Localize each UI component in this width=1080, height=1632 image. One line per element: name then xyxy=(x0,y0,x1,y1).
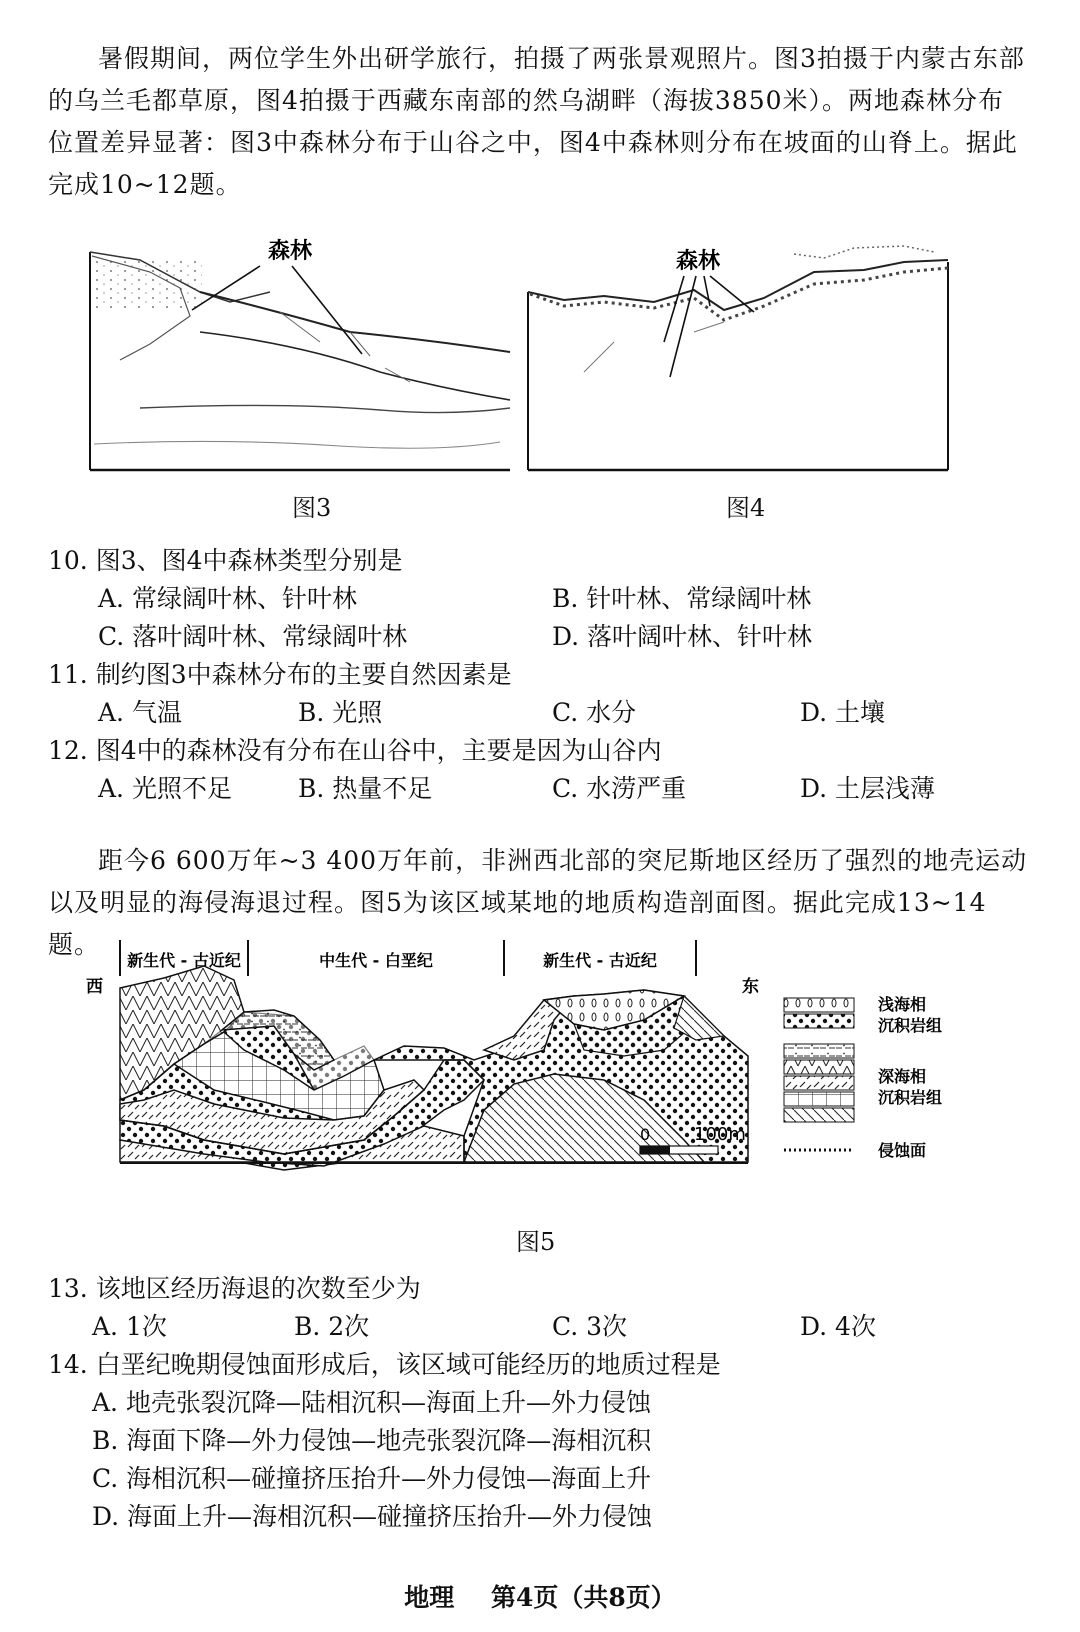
question-10: 10. 图3、图4中森林类型分别是 xyxy=(48,546,403,575)
fig4-slope-strokes xyxy=(584,322,724,372)
q11-option-a[interactable]: A. 气温 xyxy=(98,698,182,727)
question-13: 13. 该地区经历海退的次数至少为 xyxy=(48,1274,421,1303)
q10-option-b[interactable]: B. 针叶林、常绿阔叶林 xyxy=(552,584,812,613)
question-12: 12. 图4中的森林没有分布在山谷中，主要是因为山谷内 xyxy=(48,736,662,765)
legend-shallow-line-1: 浅海相 xyxy=(878,995,927,1014)
q11-option-d[interactable]: D. 土壤 xyxy=(800,698,886,727)
fig4-caption: 图4 xyxy=(726,494,766,522)
q14-option-a[interactable]: A. 地壳张裂沉降—陆相沉积—海面上升—外力侵蚀 xyxy=(92,1388,651,1417)
fig4-forest-canopy xyxy=(530,268,948,320)
legend-shallow-line-2: 沉积岩组 xyxy=(878,1016,943,1035)
q10-option-c[interactable]: C. 落叶阔叶林、常绿阔叶林 xyxy=(98,622,408,651)
fig4-distant-ridge xyxy=(794,246,934,258)
fig3-caption: 图3 xyxy=(292,494,332,522)
q12-option-a[interactable]: A. 光照不足 xyxy=(98,774,232,803)
fig3-valley-line xyxy=(140,405,510,412)
footer-page-number: 第4页（共8页） xyxy=(490,1583,676,1612)
fig4-forest-label: 森林 xyxy=(676,249,721,274)
fig5-era-1: 新生代 - 古近纪 xyxy=(127,951,241,970)
fig3-forest-strokes xyxy=(280,312,410,382)
figure-4 xyxy=(524,232,954,482)
legend-swatch-shallow-2 xyxy=(784,1014,854,1028)
fig5-era-3: 新生代 - 古近纪 xyxy=(543,951,657,970)
legend-swatch-deep-2 xyxy=(784,1060,854,1074)
question-14: 14. 白垩纪晚期侵蚀面形成后，该区域可能经历的地质过程是 xyxy=(48,1350,721,1379)
question-11: 11. 制约图3中森林分布的主要自然因素是 xyxy=(48,660,512,689)
fig3-pointer-2 xyxy=(292,266,362,354)
fig4-pointer-3 xyxy=(704,276,710,306)
legend-erosion-label: 侵蚀面 xyxy=(878,1141,927,1160)
fig3-ridge-line xyxy=(200,292,510,352)
fig5-west-label: 西 xyxy=(86,977,103,997)
fig3-forest-label: 森林 xyxy=(268,239,313,264)
fig4-pointer-2 xyxy=(670,276,696,377)
legend-swatch-shallow-1 xyxy=(784,998,854,1012)
fig5-scale-label: 100m xyxy=(694,1124,746,1145)
q14-option-b[interactable]: B. 海面下降—外力侵蚀—地壳张裂沉降—海相沉积 xyxy=(92,1426,652,1455)
fig5-cross-section xyxy=(120,966,748,1170)
q14-option-c[interactable]: C. 海相沉积—碰撞挤压抬升—外力侵蚀—海面上升 xyxy=(92,1464,652,1493)
figure-3 xyxy=(80,232,520,482)
fig5-east-label: 东 xyxy=(742,977,759,997)
legend-swatch-deep-5 xyxy=(784,1108,854,1122)
fig5-baseline xyxy=(120,1162,748,1164)
q12-option-b[interactable]: B. 热量不足 xyxy=(298,774,433,803)
intro-1-text: 暑假期间，两位学生外出研学旅行，拍摄了两张景观照片。图3拍摄于内蒙古东部的乌兰毛都草原，图4拍摄于西藏东南部的然乌湖畔（海拔3850米）。两地森林分布位置差异显著：图3中森林分布于山谷之中，图4中森林则分布在坡面的山脊上。据此完成10~12题。 xyxy=(48,44,1025,199)
legend-swatch-deep-3 xyxy=(784,1076,854,1090)
q12-option-c[interactable]: C. 水涝严重 xyxy=(552,774,687,803)
intro-2-text: 距今6 600万年~3 400万年前，非洲西北部的突尼斯地区经历了强烈的地壳运动以及明显的海侵海退过程。图5为该区域某地的地质构造剖面图。据此完成13~14题。 xyxy=(48,846,1028,959)
fig5-scale-bar-fill xyxy=(640,1146,670,1154)
q13-option-c[interactable]: C. 3次 xyxy=(552,1312,628,1341)
legend-swatch-deep-4 xyxy=(784,1092,854,1106)
legend-deep-line-2: 沉积岩组 xyxy=(878,1088,943,1107)
fig3-foreground-line xyxy=(94,441,500,448)
fig3-pointer-1 xyxy=(192,266,260,310)
legend-swatch-deep-1 xyxy=(784,1044,854,1058)
fig3-texture xyxy=(92,258,202,310)
figure-5 xyxy=(84,940,1014,1210)
q10-option-d[interactable]: D. 落叶阔叶林、针叶林 xyxy=(552,622,813,651)
q10-option-a[interactable]: A. 常绿阔叶林、针叶林 xyxy=(98,584,357,613)
fig5-era-2: 中生代 - 白垩纪 xyxy=(319,951,433,970)
q11-option-c[interactable]: C. 水分 xyxy=(552,698,637,727)
fig5-caption: 图5 xyxy=(516,1228,556,1256)
q13-option-a[interactable]: A. 1次 xyxy=(92,1312,167,1341)
fig5-legend xyxy=(784,995,942,1160)
q11-option-b[interactable]: B. 光照 xyxy=(298,698,383,727)
q12-option-d[interactable]: D. 土层浅薄 xyxy=(800,774,936,803)
legend-deep-line-1: 深海相 xyxy=(878,1067,927,1086)
page-footer xyxy=(0,1578,1080,1614)
fig3-slope-line xyxy=(200,332,510,400)
q14-option-d[interactable]: D. 海面上升—海相沉积—碰撞挤压抬升—外力侵蚀 xyxy=(92,1502,653,1531)
intro-paragraph-1 xyxy=(48,38,1030,206)
fig5-scale-zero: 0 xyxy=(640,1125,651,1144)
q13-option-b[interactable]: B. 2次 xyxy=(294,1312,370,1341)
q13-option-d[interactable]: D. 4次 xyxy=(800,1312,876,1341)
footer-subject: 地理 xyxy=(404,1583,455,1612)
